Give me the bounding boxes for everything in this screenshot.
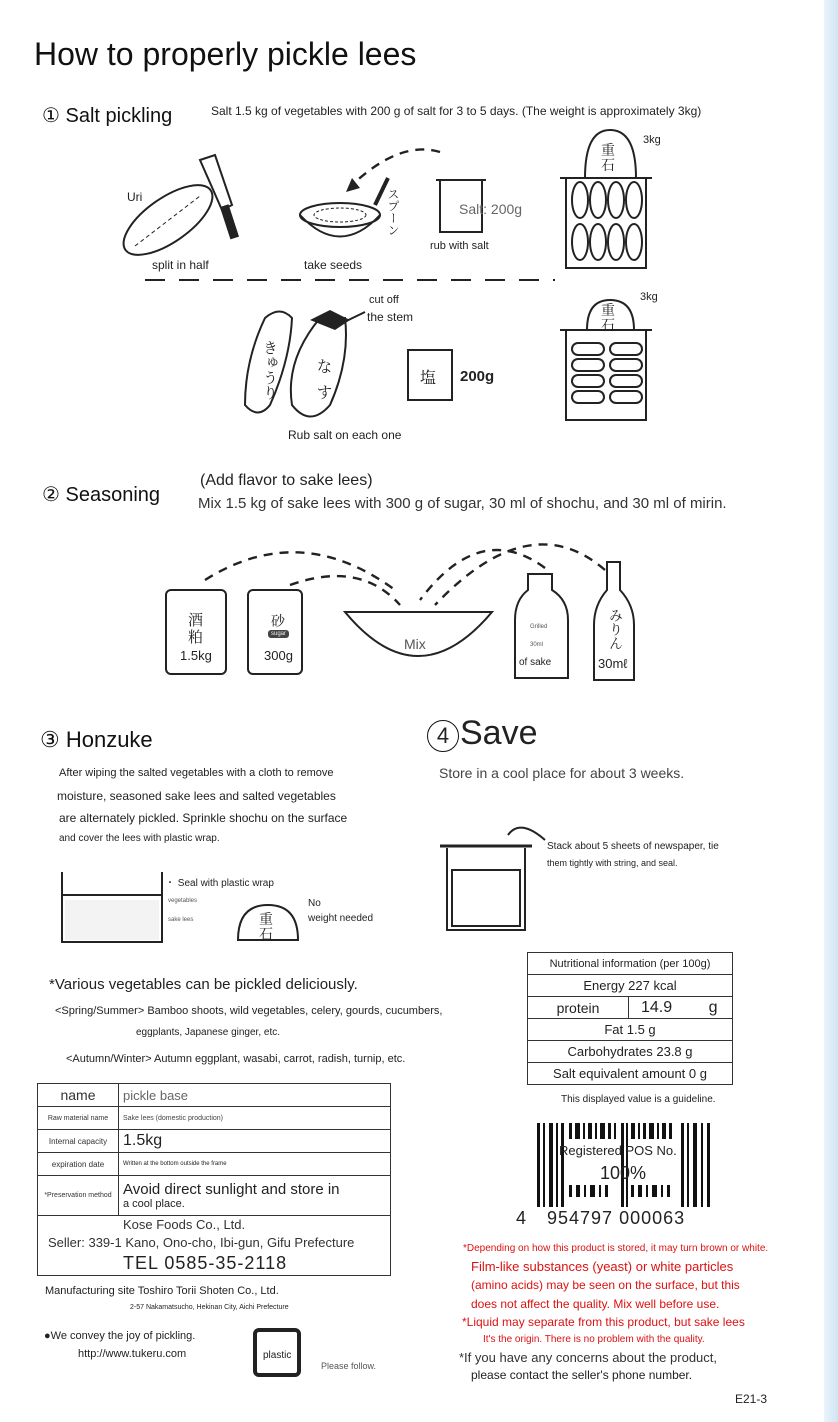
label-sato: 砂 <box>271 613 285 629</box>
section1-instruction: Salt 1.5 kg of vegetables with 200 g of salt for 3 to 5 days. (The weight is approximately 3kg) <box>211 104 702 118</box>
spec-capacity-label: Internal capacity <box>38 1130 119 1153</box>
label-mix: Mix <box>404 636 426 652</box>
barcode-registered: Registered POS No. <box>559 1143 677 1158</box>
nutrition-energy: Energy 227 kcal <box>528 975 733 997</box>
note-line-4: does not affect the quality. Mix well before use. <box>471 1297 720 1311</box>
honzuke-line-3: are alternately pickled. Sprinkle shochu on the surface <box>59 811 348 825</box>
note-line-3: (amino acids) may be seen on the surface, but this <box>471 1278 740 1292</box>
melon-icon <box>113 172 223 268</box>
note-line-7: *If you have any concerns about the product, <box>459 1350 718 1365</box>
barcode <box>535 1123 717 1207</box>
storage-tub-icon <box>440 846 532 930</box>
label-shio: 塩 <box>420 370 437 387</box>
note-line-8: please contact the seller's phone number. <box>471 1368 693 1382</box>
pointer-line <box>508 828 545 840</box>
section3-heading: ③ Honzuke <box>40 727 153 752</box>
label-rub-each: Rub salt on each one <box>288 428 402 442</box>
section2-instruction: Mix 1.5 kg of sake lees with 300 g of sugar, 30 ml of shochu, and 30 ml of mirin. <box>198 495 727 512</box>
various-autumn: <Autumn/Winter> Autumn eggplant, wasabi, carrot, radish, turnip, etc. <box>66 1053 406 1065</box>
section2-sub: (Add flavor to sake lees) <box>200 472 373 489</box>
footer-url[interactable]: http://www.tukeru.com <box>78 1348 187 1360</box>
label-vegetables: vegetables <box>168 898 198 904</box>
label-seeds: take seeds <box>304 258 363 272</box>
nutrition-table <box>527 952 733 1085</box>
label-split: split in half <box>152 258 209 272</box>
page-code: E21-3 <box>735 1392 768 1406</box>
spec-tel: TEL 0585-35-2118 <box>123 1253 288 1273</box>
label-stack-1: Stack about 5 sheets of newspaper, tie <box>547 841 719 852</box>
label-no-weight-2: weight needed <box>308 913 374 924</box>
note-line-1: *Depending on how this product is stored, it may turn brown or white. <box>463 1243 769 1254</box>
spec-company: Kose Foods Co., Ltd. <box>123 1217 246 1232</box>
weight-bottom: 3kg <box>640 291 658 303</box>
section4-number: 4 <box>427 720 459 752</box>
barcode-percent: 100% <box>600 1163 647 1183</box>
various-spring-1: <Spring/Summer> Bamboo shoots, wild vegetables, celery, gourds, cucumbers, <box>55 1005 443 1017</box>
nutrition-protein-cell <box>629 997 733 1019</box>
note-line-2: Film-like substances (yeast) or white particles <box>471 1259 734 1274</box>
section2-heading: ② Seasoning <box>42 484 161 506</box>
label-rub: rub with salt <box>430 240 489 252</box>
manufacturing-site: Manufacturing site Toshiro Torii Shoten Co., Ltd. <box>45 1285 279 1297</box>
bottle-label-1: Grilled <box>530 624 548 630</box>
spec-expiration-value: Written at the bottom outside the frame <box>119 1153 391 1176</box>
manufacturing-address: 2-57 Nakamatsucho, Hekinan City, Aichi Prefecture <box>130 1304 289 1311</box>
label-uri: Uri <box>127 190 143 204</box>
spec-preservation-label: *Preservation method <box>38 1176 119 1216</box>
spec-seller: Seller: 339-1 Kano, Ono-cho, Ibi-gun, Gifu Prefecture <box>48 1235 355 1250</box>
bottle-label-3: of sake <box>519 657 552 668</box>
recycle-plastic-label: plastic <box>263 1350 292 1361</box>
bottle-label-2: 30ml <box>530 642 544 648</box>
section4-heading: Save <box>460 714 538 752</box>
stone-label-top: 重石 <box>601 142 615 173</box>
nutrition-protein-value: 14.9 <box>641 998 673 1016</box>
spec-preservation-value-1: Avoid direct sunlight and store in <box>123 1181 340 1198</box>
honzuke-line-2: moisture, seasoned sake lees and salted vegetables <box>57 789 336 803</box>
stone-label-bottom: 重石 <box>601 302 615 333</box>
label-salt-200g: Salt: 200g <box>459 201 523 217</box>
barcode-digits: 954797 000063 <box>547 1208 686 1228</box>
note-line-6: It's the origin. There is no problem with the quality. <box>483 1334 705 1345</box>
label-sake-lees: sake lees <box>168 917 194 923</box>
stone-label-honzuke: 重石 <box>259 911 273 942</box>
label-mirin-amount: 30mℓ <box>598 656 628 671</box>
label-spoon: スプーン <box>386 188 400 236</box>
weight-top: 3kg <box>643 134 661 146</box>
spec-capacity-value: 1.5kg <box>119 1130 391 1153</box>
sugar-tag: sugar <box>268 630 289 638</box>
label-sakekasu-amount: 1.5kg <box>180 648 212 663</box>
footer-follow: Please follow. <box>321 1361 377 1371</box>
honzuke-line-4: and cover the lees with plastic wrap. <box>59 833 220 844</box>
spec-name-value: pickle base <box>119 1084 391 1107</box>
seed-bowl-icon <box>300 178 388 237</box>
spec-name-label: name <box>38 1084 119 1107</box>
various-headline: *Various vegetables can be pickled deliciously. <box>49 976 358 993</box>
label-cutoff-2: the stem <box>367 310 414 324</box>
spec-preservation-cell <box>119 1176 391 1216</box>
nutrition-protein-label: protein <box>528 997 629 1019</box>
note-line-5: *Liquid may separate from this product, but sake lees <box>462 1315 745 1329</box>
label-sakekasu: 酒粕 <box>188 612 204 646</box>
section1-heading: ① Salt pickling <box>42 105 173 127</box>
arrow-lees-icon <box>205 552 395 590</box>
label-no-weight-1: No <box>308 898 321 909</box>
label-shio-amount: 200g <box>460 368 495 385</box>
knife-icon <box>200 155 239 239</box>
nutrition-note: This displayed value is a guideline. <box>561 1094 716 1105</box>
nutrition-carbs: Carbohydrates 23.8 g <box>528 1041 733 1063</box>
label-nasu: なす <box>314 358 331 410</box>
spec-material-label: Raw material name <box>38 1107 119 1130</box>
spec-material-value: Sake lees (domestic production) <box>119 1107 391 1130</box>
honzuke-line-1: After wiping the salted vegetables with a cloth to remove <box>59 767 334 779</box>
honzuke-tub-icon <box>62 872 162 942</box>
spec-preservation-value-2: a cool place. <box>123 1198 185 1210</box>
label-cutoff-1: cut off <box>369 294 399 306</box>
section4-instruction: Store in a cool place for about 3 weeks. <box>439 765 685 781</box>
nutrition-header: Nutritional information (per 100g) <box>528 953 733 975</box>
barcode-first-digit: 4 <box>516 1208 527 1228</box>
label-seal: ・ Seal with plastic wrap <box>165 878 274 889</box>
spec-seller-cell <box>38 1216 391 1276</box>
label-mirin: みりん <box>608 608 624 650</box>
footer-joy: ●We convey the joy of pickling. <box>44 1330 196 1342</box>
nutrition-protein-unit: g <box>708 998 718 1016</box>
nutrition-fat: Fat 1.5 g <box>528 1019 733 1041</box>
spec-expiration-label: expiration date <box>38 1153 119 1176</box>
label-sato-amount: 300g <box>264 648 293 663</box>
arrow-to-bowl-icon <box>352 149 440 185</box>
label-kyuri: きゅうり <box>261 340 278 400</box>
label-stack-2: them tightly with string, and seal. <box>547 858 678 868</box>
product-spec-table <box>37 1083 391 1276</box>
various-spring-2: eggplants, Japanese ginger, etc. <box>136 1027 280 1038</box>
page-title: How to properly pickle lees <box>34 36 417 72</box>
nutrition-salt: Salt equivalent amount 0 g <box>528 1063 733 1085</box>
